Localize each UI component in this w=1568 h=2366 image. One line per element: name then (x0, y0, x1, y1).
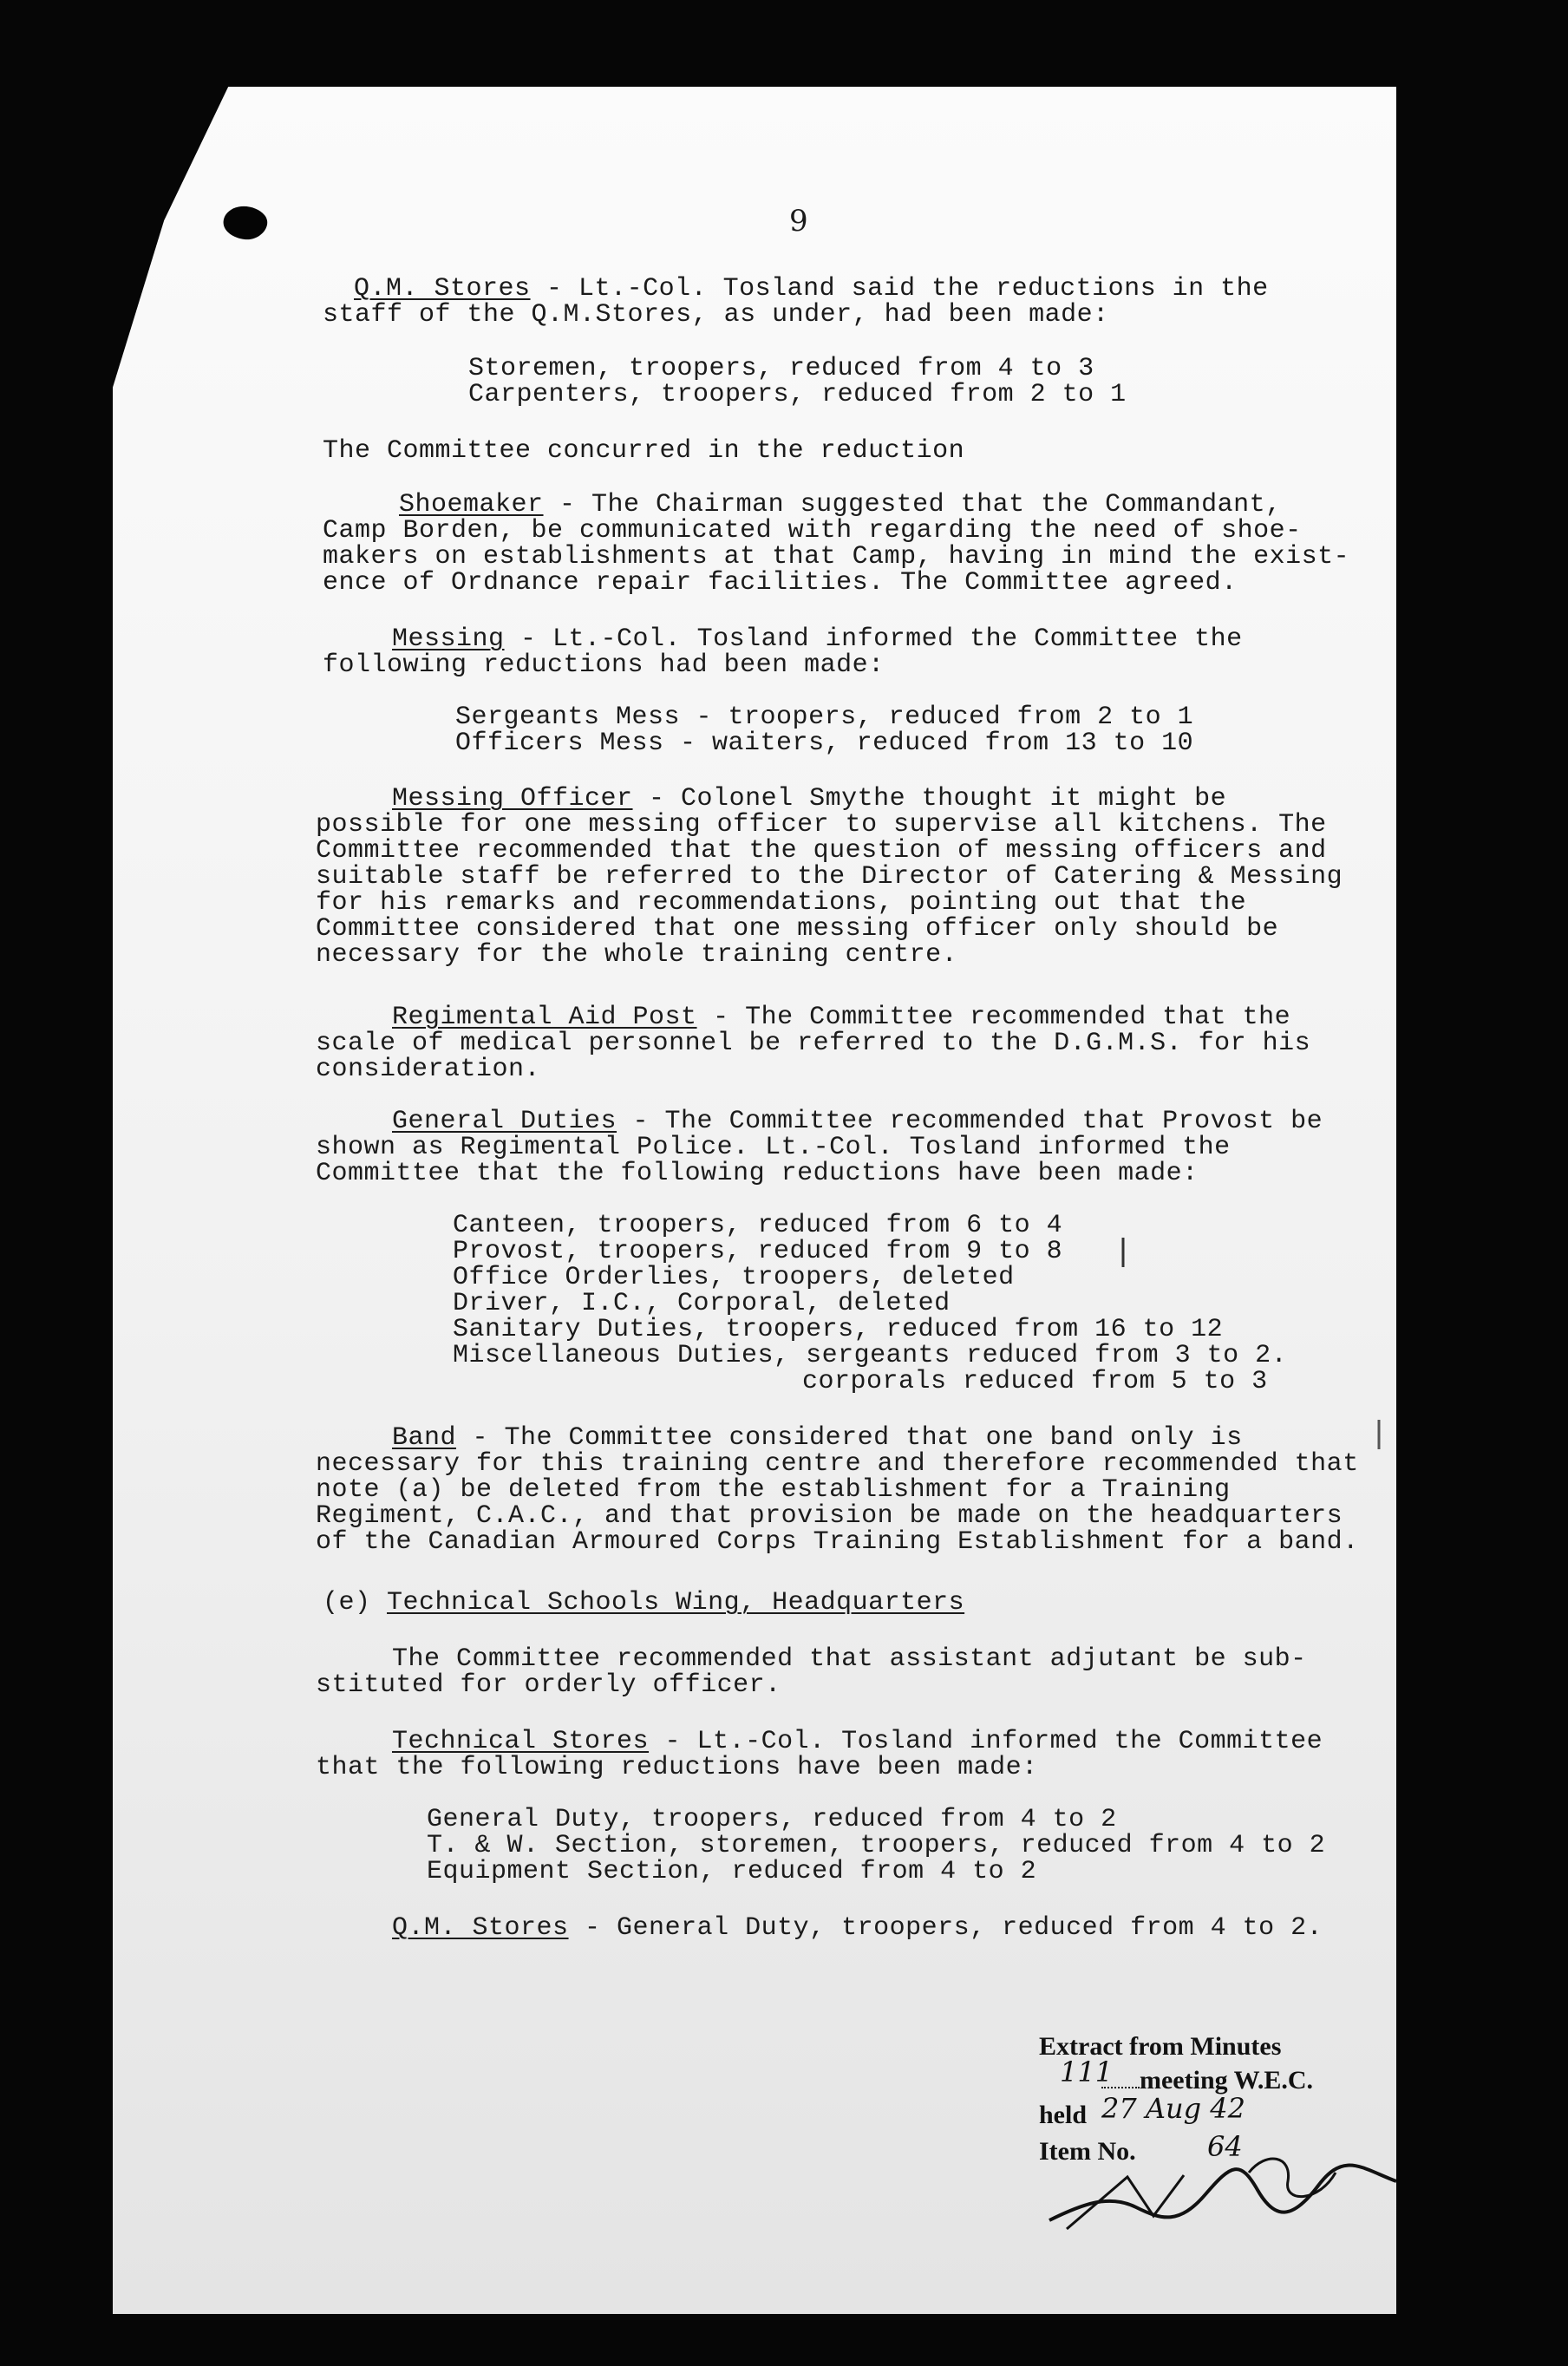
list-item: T. & W. Section, storemen, troopers, reduced from 4 to 2 (427, 1831, 1326, 1860)
list-item: General Duty, troopers, reduced from 4 to 2 (427, 1805, 1117, 1834)
heading-messing-officer: Messing Officer (392, 784, 633, 814)
paragraph-regimental-aid-post: Regimental Aid Post - The Committee recommended that the (392, 1003, 1291, 1032)
document-text: 9 Q.M. Stores - Lt.-Col. Tosland said the reductions in the staff of the Q.M.Stores, as under, had been made: Storemen, troopers, reduced from 4 to 3 Carpenters, troopers, reduced from 2 to 1 The Committee concurred in the reduction Shoemaker - The Chairman suggested that the Commandant, Camp Borden, be communicated with regarding the need of shoe- makers on establishments at that Camp, having in mind the exist- ence of Ordnance repair facilities. The Committee agreed. Messing - Lt.-Col. Tosland informed the Committee the following reductions had been made: Sergeants Mess - troopers, reduced from 2 to 1 Officers Mess - waiters, reduced from 13 to 10 Messing Officer - Colonel Smythe thought it might be possible for one messing officer to supervise all kitchens. The Committee recommended that the question of messing officers and suitable staff be referred to the Director of Catering & Messing for his remarks and recommendations, pointing out that the Committee considered that one messing officer only should be necessary for the whole training centre. Regimental Aid Post - The Committee recommended that the scale of medical personnel be referred to the D.G.M.S. for his consideration. General Duties - The Committee recommended that Provost be shown as Regimental Police. Lt.-Col. Tosland informed the Committee that the following reductions have been made: Canteen, troopers, reduced from 6 to 4 Provost, troopers, reduced from 9 to 8 Office Orderlies, troopers, deleted Driver, I.C., Corporal, deleted Sanitary Duties, troopers, reduced from 16 to 12 Miscellaneous Duties, sergeants reduced from 3 to 2. corporals reduced from 5 to 3 Band - The Committee considered that one band only is necessary for this training centre and therefore recommended that note (a) be deleted from the establishment for a Training Regiment, C.A.C., and that provision be made on the headquarters of the Canadian Armoured Corps Training Establishment for a band. (e) Technical Schools Wing, Headquarters The Committee recommended that assistant adjutant be sub- stituted for orderly officer. Technical Stores - Lt.-Col. Tosland informed the Committee that the following reductions have been made: General Duty, troopers, reduced from 4 to 2 T. & W. Section, storemen, troopers, reduced from 4 to 2 Equipment Section, reduced from 4 to 2 Q.M. Stores - General Duty, troopers, reduced from 4 to 2. (316, 204, 1359, 1943)
list-item: Officers Mess - waiters, reduced from 13 to 10 (455, 729, 1194, 758)
paragraph-shoemaker: Shoemaker - The Chairman suggested that the Commandant, (399, 490, 1282, 520)
paragraph-general-duties: General Duties - The Committee recommended that Provost be (392, 1107, 1323, 1136)
signature (1032, 2142, 1422, 2238)
margin-tick (1370, 1418, 1388, 1453)
list-item: Sanitary Duties, troopers, reduced from 16 to 12 (453, 1315, 1224, 1344)
stamp-meeting-number: 111 (1060, 2056, 1114, 2088)
heading-technical-stores: Technical Stores (392, 1727, 650, 1756)
heading-band: Band (392, 1423, 457, 1453)
list-item: Canteen, troopers, reduced from 6 to 4 (453, 1211, 1063, 1240)
stamp-held-date: 27 Aug 42 (1101, 2092, 1245, 2125)
section-heading-technical-schools: (e) Technical Schools Wing, Headquarters (323, 1588, 965, 1618)
list-item: corporals reduced from 5 to 3 (802, 1367, 1268, 1396)
list-item: Driver, I.C., Corporal, deleted (453, 1289, 951, 1318)
page-number: 9 (789, 204, 809, 239)
heading-qm-stores-2: Q.M. Stores (392, 1913, 569, 1943)
heading-general-duties: General Duties (392, 1107, 617, 1136)
paragraph-technical-stores: Technical Stores - Lt.-Col. Tosland informed the Committee (392, 1727, 1323, 1756)
heading-messing: Messing (392, 624, 505, 654)
paragraph-qm-stores: Q.M. Stores - Lt.-Col. Tosland said the reductions in the (354, 274, 1269, 304)
heading-shoemaker: Shoemaker (399, 490, 544, 520)
stamp-item-number: 64 (1207, 2130, 1243, 2163)
list-item: Miscellaneous Duties, sergeants reduced from 3 to 2. (453, 1341, 1288, 1370)
ink-blot (217, 198, 278, 250)
list-item: Carpenters, troopers, reduced from 2 to 1 (468, 380, 1127, 409)
list-item: Equipment Section, reduced from 4 to 2 (427, 1857, 1037, 1886)
paragraph-band: Band - The Committee considered that one band only is (392, 1423, 1243, 1453)
heading-qm-stores: Q.M. Stores (354, 274, 531, 304)
paragraph-messing-officer: Messing Officer - Colonel Smythe thought it might be (392, 784, 1227, 814)
stamp-held-label: held (1039, 2101, 1088, 2129)
margin-tick (1114, 1236, 1132, 1271)
paragraph-adjutant: The Committee recommended that assistant adjutant be sub- (392, 1644, 1307, 1674)
list-item: Storemen, troopers, reduced from 4 to 3 (468, 354, 1094, 383)
list-item: Office Orderlies, troopers, deleted (453, 1263, 1015, 1292)
list-item: Provost, troopers, reduced from 9 to 8 (453, 1237, 1063, 1266)
stamp-item-label: Item No. (1039, 2137, 1136, 2166)
list-item: Sergeants Mess - troopers, reduced from 2 to 1 (455, 703, 1194, 732)
paragraph-qm-stores-2: Q.M. Stores - General Duty, troopers, reduced from 4 to 2. (392, 1913, 1323, 1943)
stamp-line-extract: Extract from Minutes (1039, 2032, 1282, 2061)
paragraph-messing: Messing - Lt.-Col. Tosland informed the Committee the (392, 624, 1243, 654)
heading-regimental-aid-post: Regimental Aid Post (392, 1003, 697, 1032)
stamp-line-meeting: meeting W.E.C. (1101, 2068, 1313, 2094)
